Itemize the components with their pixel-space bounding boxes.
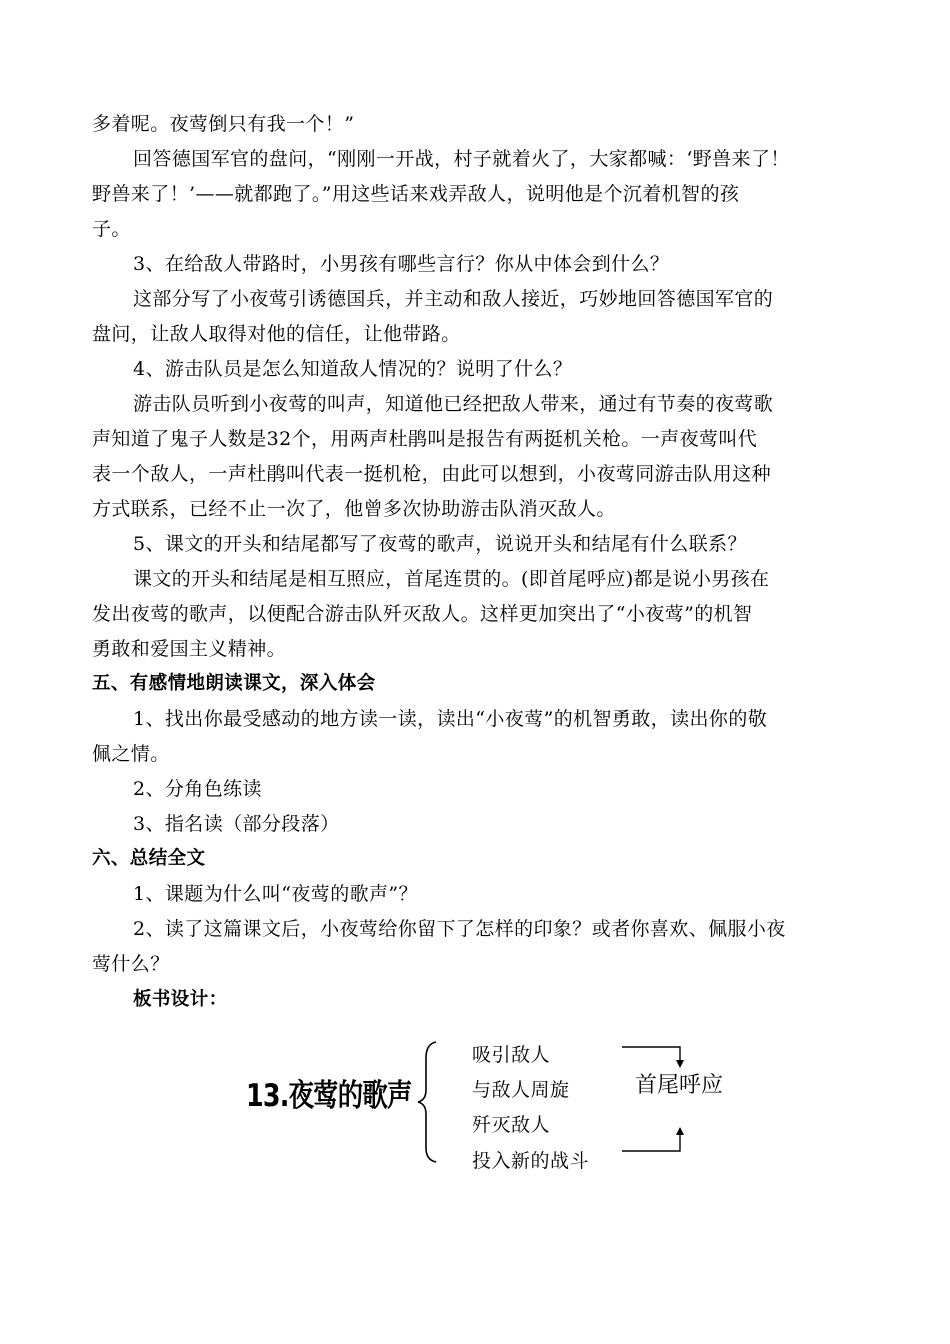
question-line: 3、在给敌人带路时，小男孩有哪些言行？你从中体会到什么？ xyxy=(133,253,670,275)
section-heading: 五、有感情地朗读课文，深入体会 xyxy=(92,673,376,694)
text-line: 课文的开头和结尾是相互照应，首尾连贯的。(即首尾呼应)都是说小男孩在 xyxy=(133,568,770,590)
text-line: 佩之情。 xyxy=(92,743,170,765)
text-line: 这部分写了小夜莺引诱德国兵，并主动和敌人接近，巧妙地回答德国军官的 xyxy=(133,288,774,310)
text-line: 野兽来了！’——就都跑了。”用这些话来戏弄敌人，说明他是个沉着机智的孩 xyxy=(92,183,740,205)
board-item: 投入新的战斗 xyxy=(472,1150,590,1172)
text-line: 游击队员听到小夜莺的叫声，知道他已经把敌人带来，通过有节奏的夜莺歌 xyxy=(133,393,774,415)
text-line: 表一个敌人，一声杜鹃叫代表一挺机枪，由此可以想到，小夜莺同游击队用这种 xyxy=(92,463,772,485)
text-line: 1、找出你最受感动的地方读一读，读出“小夜莺”的机智勇敢，读出你的敬 xyxy=(133,708,768,730)
question-line: 1、课题为什么叫“夜莺的歌声”？ xyxy=(133,883,418,905)
text-line: 多着呢。夜莺倒只有我一个！” xyxy=(92,113,355,135)
curly-brace xyxy=(418,1042,436,1162)
text-line: 回答德国军官的盘问，“刚刚一开战，村子就着火了，大家都喊：‘野兽来了！ xyxy=(133,148,790,170)
question-line: 4、游击队员是怎么知道敌人情况的？说明了什么？ xyxy=(133,358,573,380)
board-title: 13.夜莺的歌声 xyxy=(246,1078,412,1114)
board-result: 首尾呼应 xyxy=(635,1073,724,1098)
board-design-label: 板书设计： xyxy=(133,989,228,1010)
question-line: 2、读了这篇课文后，小夜莺给你留下了怎样的印象？或者你喜欢、佩服小夜 xyxy=(133,918,786,940)
text-line: 发出夜莺的歌声，以便配合游击队歼灭敌人。这样更加突出了“小夜莺”的机智 xyxy=(92,603,753,625)
text-line: 3、指名读（部分段落） xyxy=(133,813,340,835)
board-item: 吸引敌人 xyxy=(472,1044,551,1066)
text-line: 声知道了鬼子人数是32个，用两声杜鹃叫是报告有两挺机关枪。一声夜莺叫代 xyxy=(92,428,758,450)
text-line: 盘问，让敌人取得对他的信任，让他带路。 xyxy=(92,323,461,345)
section-heading: 六、总结全文 xyxy=(92,848,206,869)
top-arrow-head xyxy=(676,1060,684,1068)
question-line: 5、课文的开头和结尾都写了夜莺的歌声，说说开头和结尾有什么联系？ xyxy=(133,533,747,555)
text-line: 勇敢和爱国主义精神。 xyxy=(92,638,287,660)
text-line: 子。 xyxy=(92,218,131,240)
text-line: 2、分角色练读 xyxy=(133,778,262,800)
text-line: 方式联系，已经不止一次了，他曾多次协助游击队消灭敌人。 xyxy=(92,498,616,520)
bottom-arrow-line xyxy=(622,1133,680,1151)
board-item: 歼灭敌人 xyxy=(472,1114,551,1136)
bottom-arrow-head xyxy=(676,1127,684,1135)
text-line: 莺什么？ xyxy=(92,953,170,975)
board-item: 与敌人周旋 xyxy=(472,1079,570,1101)
top-arrow-line xyxy=(622,1047,680,1062)
